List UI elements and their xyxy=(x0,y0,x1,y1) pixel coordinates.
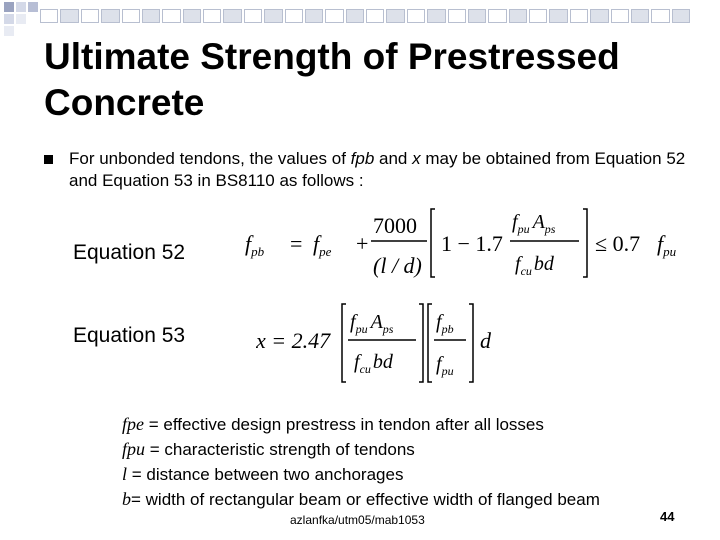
equation-52-formula xyxy=(245,203,695,283)
definition-b: b= width of rectangular beam or effective width of flanged beam xyxy=(122,489,600,509)
svg-text:fpuAps: $f_{pu}$ $A_{ps}$ xyxy=(512,211,556,236)
definition-fpe: fpe = effective design prestress in tendon after all losses xyxy=(122,414,544,434)
definition-fpu: fpu = characteristic strength of tendons xyxy=(122,439,415,459)
svg-text:x = 2.47: x = 2.47 xyxy=(256,328,331,353)
slide-footer xyxy=(0,509,720,533)
svg-text:1 − 1.7: 1 − 1.7 xyxy=(441,231,503,256)
bullet-item xyxy=(44,148,694,192)
svg-text:fcubd: $f_{cu}$ bd xyxy=(515,253,554,278)
svg-text:+: + xyxy=(356,231,369,256)
symbol-definitions xyxy=(122,412,702,512)
svg-text:=: = xyxy=(290,231,303,256)
svg-text:fpb: $f_{pb}$ xyxy=(245,231,265,259)
definition-l: l = distance between two anchorages xyxy=(122,464,404,484)
footer-source: azlanfka/utm05/mab1053 xyxy=(290,513,425,527)
svg-text:fpu: $f_{pu}$ xyxy=(436,353,454,378)
svg-text:≤ 0.7: ≤ 0.7 xyxy=(595,231,641,256)
svg-text:fpu: $f_{pu}$ xyxy=(657,231,677,259)
svg-text:d: d xyxy=(480,328,491,353)
equation-53-label: Equation 53 xyxy=(73,324,186,347)
equation-53-formula xyxy=(256,298,506,388)
svg-text:(l / d): (l / d) xyxy=(373,253,422,278)
decorative-top-bar xyxy=(40,9,690,23)
svg-text:fpe: $f_{pe}$ xyxy=(313,231,332,259)
page-number: 44 xyxy=(660,509,675,524)
svg-text:fcubd: $f_{cu}$ bd xyxy=(354,351,393,376)
svg-text:7000: 7000 xyxy=(373,213,417,238)
equation-52-label: Equation 52 xyxy=(73,241,186,264)
corner-decoration xyxy=(0,0,40,40)
svg-text:fpb: $f_{pb}$ xyxy=(436,311,454,336)
svg-text:fpuAps: $f_{pu}$ $A_{ps}$ xyxy=(350,311,394,336)
square-bullet-icon xyxy=(44,155,53,164)
bullet-text: For unbonded tendons, the values of fpb and x may be obtained from Equation 52 and Equation 53 in BS8110 as follows : xyxy=(69,149,686,190)
slide-title: Ultimate Strength of Prestressed Concrete xyxy=(44,36,620,123)
